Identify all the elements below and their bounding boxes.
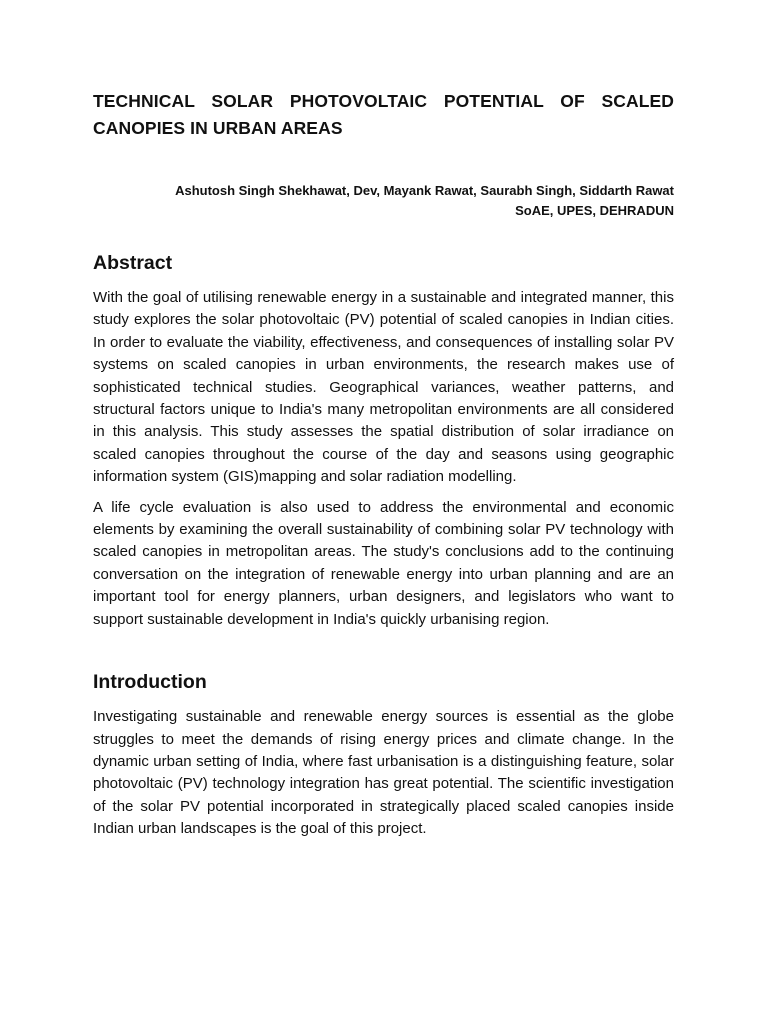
author-block: [93, 181, 674, 221]
introduction-heading: Introduction: [93, 671, 207, 694]
author-list: Ashutosh Singh Shekhawat, Dev, Mayank Rawat, Saurabh Singh, Siddarth Rawat: [175, 183, 674, 198]
abstract-paragraph-2: A life cycle evaluation is also used to address the environmental and economic elements by examining the overall sustainability of combining solar PV technology with scaled canopies in metropolitan areas. The study's conclusions add to the continuing conversation on the integration of renewable energy into urban planning and are an important tool for energy planners, urban designers, and legislators who want to support sustainable development in India's quickly urbanising region.: [93, 498, 674, 628]
document-page: [93, 88, 674, 841]
paper-title: TECHNICAL SOLAR PHOTOVOLTAIC POTENTIAL OF SCALED CANOPIES IN URBAN AREAS: [93, 91, 674, 138]
introduction-paragraph-1: Investigating sustainable and renewable energy sources is essential as the globe struggles to meet the demands of rising energy prices and climate change. In the dynamic urban setting of India, where fast urbanisation is a distinguishing feature, solar photovoltaic (PV) technology integration has great potential. The scientific investigation of the solar PV potential incorporated in strategically placed scaled canopies inside Indian urban landscapes is the goal of this project.: [93, 708, 674, 838]
affiliation: SoAE, UPES, DEHRADUN: [515, 203, 674, 218]
abstract-heading: Abstract: [93, 252, 173, 274]
abstract-paragraph-1: With the goal of utilising renewable energy in a sustainable and integrated manner, this study explores the solar photovoltaic (PV) potential of scaled canopies in Indian cities. In order to evaluate the viability, effectiveness, and consequences of installing solar PV systems on scaled canopies in urban environments, the research makes use of sophisticated technical studies. Geographical variances, weather patterns, and structural factors unique to India's many metropolitan environments are all considered in this analysis. This study assesses the spatial distribution of solar irradiance on scaled canopies throughout the course of the day and seasons using geographic information system (GIS)mapping and solar radiation modelling.: [93, 289, 674, 486]
